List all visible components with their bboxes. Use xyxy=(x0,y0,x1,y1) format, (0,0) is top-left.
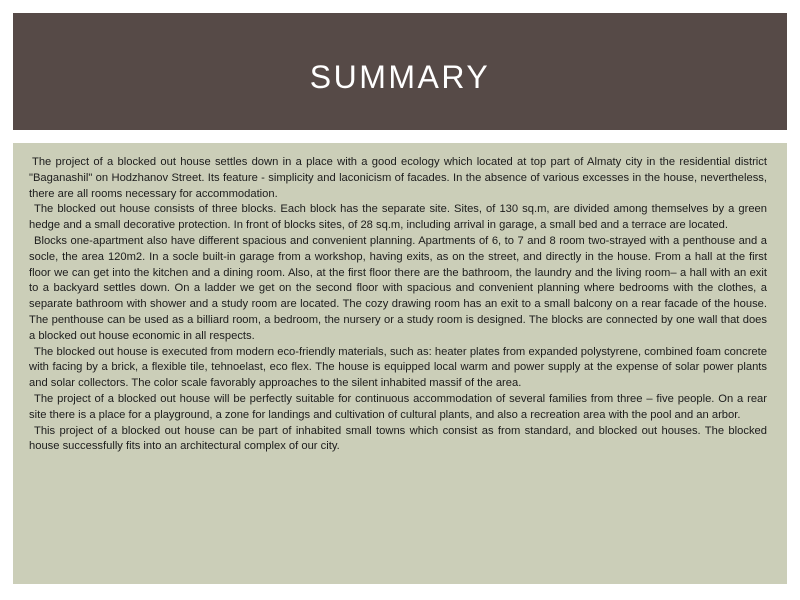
slide-title: SUMMARY xyxy=(309,59,491,95)
paragraph-accommodation: The project of a blocked out house will be perfectly suitable for continuous accommodation of several families from three – five people. On a rear site there is a place for a playground, a zone for landings and cultivation of cultural plants, and also a recreation area with the pool and an arbor. xyxy=(29,392,767,421)
paragraph-materials: The blocked out house is executed from modern eco-friendly materials, such as: heater plates from expanded polystyrene, combined foam concrete with facing by a brick, a flexible tile, tehnoelast, eco flex. The house is equipped local warm and power supply at the expense of solar power plants and solar collectors. The color scale favorably approaches to the silent inhabited massif of the area. xyxy=(29,345,767,390)
summary-content-box xyxy=(13,143,787,584)
title-banner xyxy=(13,13,787,130)
paragraph-location: The project of a blocked out house settles down in a place with a good ecology which located at top part of Almaty city in the residential district "Baganashil" on Hodzhanov Street. Its feature - simplicity and laconicism of facades. In the absence of various excesses in the house, nevertheless, there are all rooms necessary for accommodation. xyxy=(29,156,767,200)
paragraph-planning: Blocks one-apartment also have different spacious and convenient planning. Apartments of 6, to 7 and 8 room two-strayed with a penthouse and a socle, the area 120m2. In a socle built-in garage from a workshop, having exits, as on the street, and directly in the house. From a hall at the first floor we can get into the kitchen and a dining room. Also, at the first floor there are the bathroom, the laundry and the living room– a hall with an exit to a backyard settles down. On a ladder we get on the second floor with spacious and convenient planning where bedrooms with the clothes, a separate bathroom with shower and a study room are located. The cozy drawing room has an exit to a small balcony on a rear facade of the house. The penthouse can be used as a billiard room, a bedroom, the nursery or a study room is designed. The blocks are connected by one wall that does a blocked out house economic in all respects. xyxy=(29,234,767,342)
paragraph-blocks: The blocked out house consists of three blocks. Each block has the separate site. Sites, of 130 sq.m, are divided among themselves by a green hedge and a small decorative protection. In front of blocks sites, of 28 sq.m, including arrival in garage, a small bed and a terrace are located. xyxy=(29,203,767,232)
paragraph-towns: This project of a blocked out house can be part of inhabited small towns which consist as from standard, and blocked out houses. The blocked house successfully fits into an architectural complex of our city. xyxy=(29,424,767,453)
